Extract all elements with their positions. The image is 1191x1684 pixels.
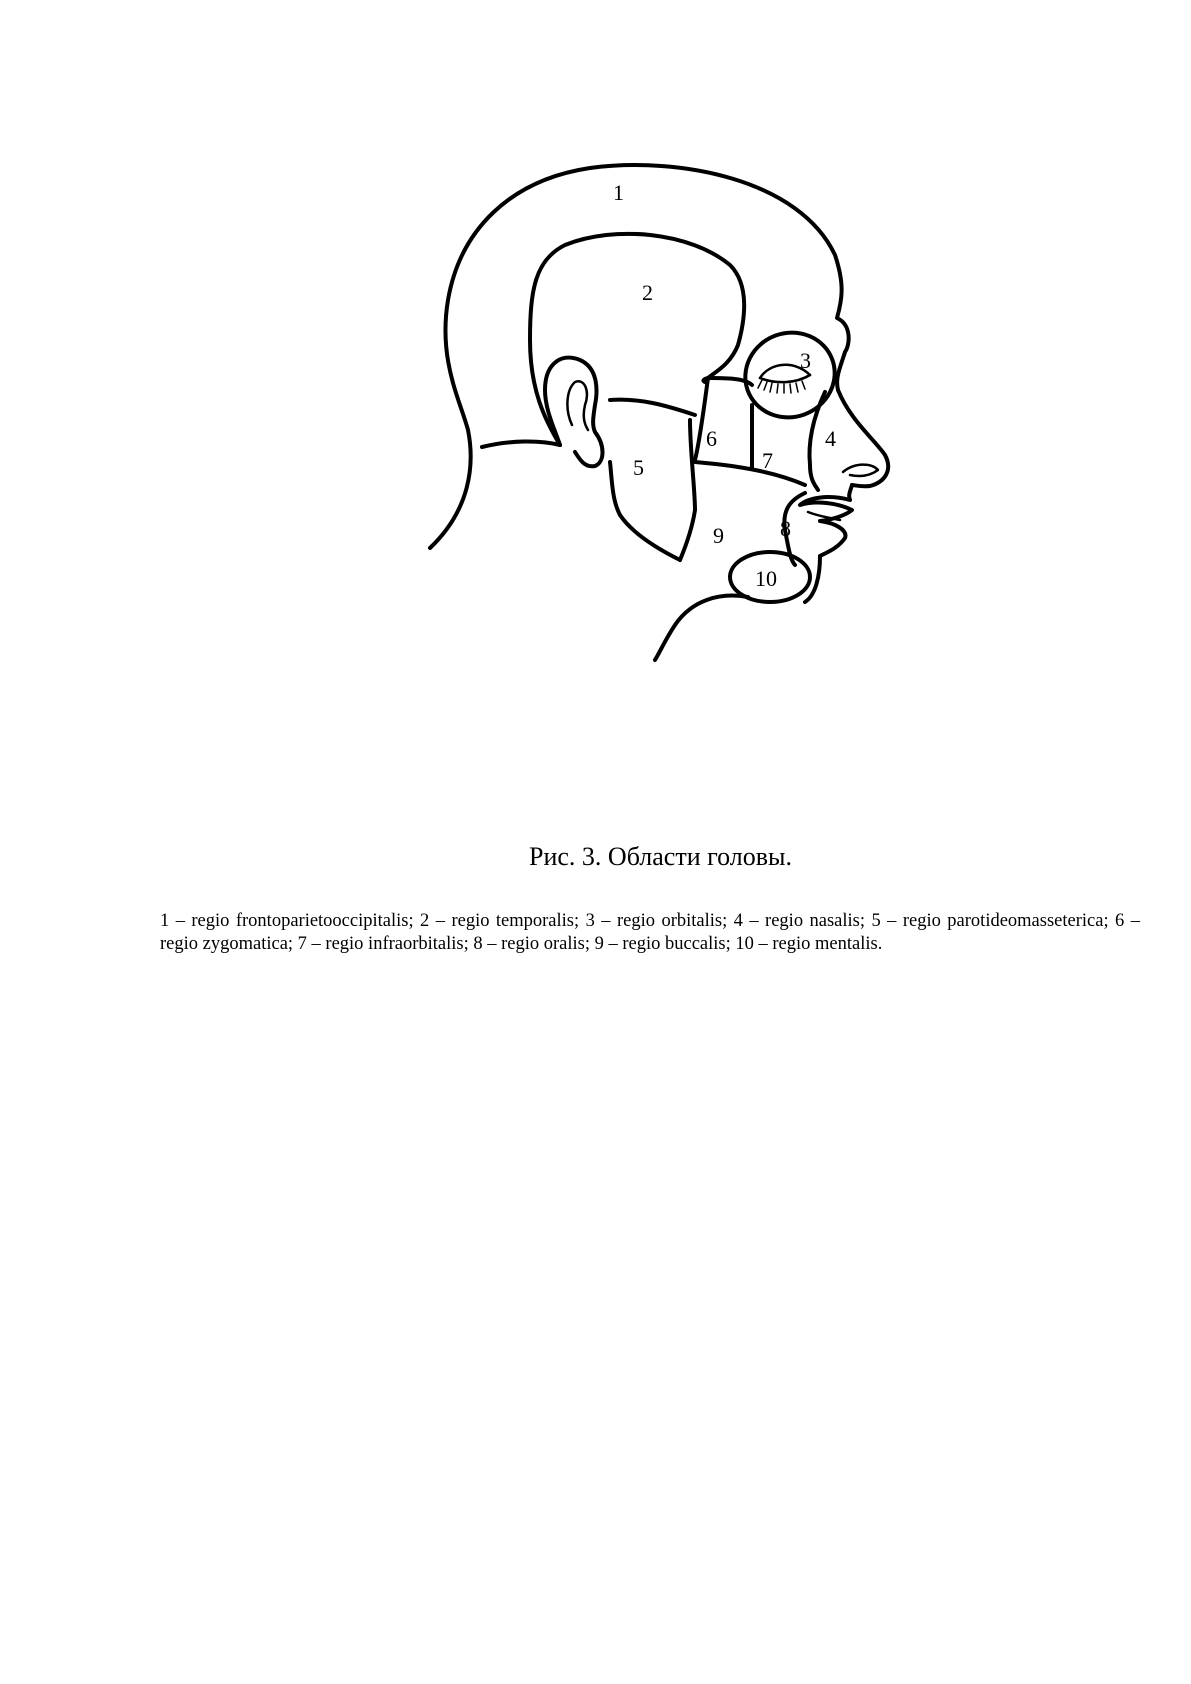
nasal-region-outline bbox=[810, 392, 825, 490]
region-label-8: 8 bbox=[780, 516, 791, 541]
head-outline bbox=[430, 165, 849, 548]
region-label-7: 7 bbox=[762, 448, 773, 473]
chin-outline bbox=[805, 556, 820, 602]
nostril bbox=[843, 465, 878, 476]
region-label-2: 2 bbox=[642, 280, 653, 305]
nose-outline bbox=[838, 390, 888, 486]
temporal-region-outline bbox=[530, 234, 744, 445]
region-label-5: 5 bbox=[633, 455, 644, 480]
region-label-1: 1 bbox=[613, 180, 624, 205]
mouth-outline bbox=[800, 485, 852, 556]
neck-front bbox=[655, 596, 748, 660]
head-regions-figure bbox=[0, 0, 1191, 820]
region-label-6: 6 bbox=[706, 426, 717, 451]
ear-inner bbox=[567, 381, 588, 430]
zygomatic-upper-line bbox=[610, 400, 695, 415]
neck-line bbox=[482, 441, 560, 447]
region-label-10: 10 bbox=[755, 566, 777, 591]
figure-legend: 1 – regio frontoparietooccipitalis; 2 – regio temporalis; 3 – regio orbitalis; 4 – regio nasalis; 5 – regio parotideomasseterica; 6 – regio zygomatica; 7 – regio infraorbitalis; 8 – regio oralis; 9 – regio buccalis; 10 – regio mentalis. bbox=[160, 911, 1140, 954]
figure-caption: Рис. 3. Области головы. bbox=[529, 842, 792, 871]
masseter-front-line bbox=[680, 420, 695, 560]
region-label-3: 3 bbox=[800, 348, 811, 373]
parotid-region-outline bbox=[610, 462, 680, 560]
region-label-4: 4 bbox=[825, 426, 836, 451]
region-label-9: 9 bbox=[713, 523, 724, 548]
ear-outline bbox=[545, 358, 603, 467]
